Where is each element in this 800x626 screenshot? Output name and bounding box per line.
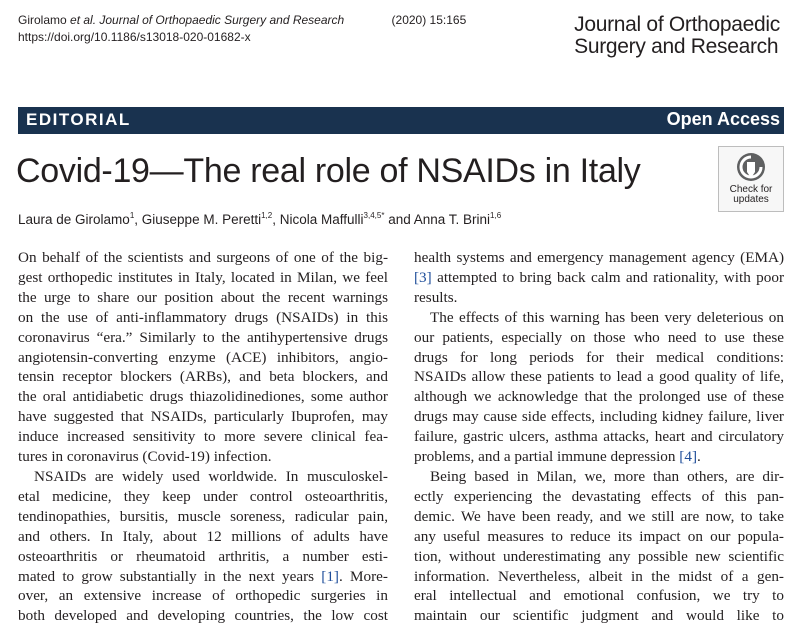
body-column-right	[414, 248, 784, 626]
article-title: Covid-19—The real role of NSAIDs in Italy	[16, 152, 641, 190]
body-text-line: maintain our scientific judgment and would like to	[414, 607, 784, 625]
body-text-line	[414, 447, 784, 467]
body-text-line: tendinopathies, bursitis, muscle soreness, radicular pain,	[18, 507, 388, 525]
author-list	[18, 206, 501, 230]
citation-header	[18, 12, 466, 46]
author-separator: ,	[272, 212, 280, 227]
author-affiliation: 1,6	[490, 211, 502, 220]
body-text-line: have suggested that NSAIDs, particularly Ibuprofen, may	[18, 408, 388, 426]
body-text-fragment: .	[697, 448, 701, 466]
body-text-line: NSAIDs are widely used worldwide. In musculoskel-	[34, 467, 388, 485]
body-text-fragment: problems, and a partial immune depression	[414, 448, 680, 466]
citation-line	[18, 12, 466, 29]
article-type-label: EDITORIAL	[26, 110, 131, 129]
body-text-line: tensin receptor blockers (ARBs), and beta blockers, and	[18, 368, 388, 386]
article-type-banner	[18, 107, 784, 134]
author-affiliation: 1	[129, 211, 135, 220]
citation-authors: Girolamo	[18, 13, 67, 27]
body-text-line: the urge to share our position about the recent warnings	[18, 288, 388, 306]
body-text-line: angiotensin-converting enzyme (ACE) inhibitors, angio-	[18, 348, 388, 366]
body-text-line: drugs may cause side effects, including kidney failure, liver	[414, 408, 784, 426]
body-text-line	[18, 567, 388, 587]
body-text-line: eral intellectual and emotional confusion, we try to	[414, 587, 784, 605]
body-text-line: any useful measures to reduce its impact on our popula-	[414, 527, 784, 545]
body-text-line: induce increased sensitivity to more severe clinical fea-	[18, 428, 388, 446]
author-affiliation: 1,2	[261, 211, 273, 220]
author-separator: ,	[134, 212, 142, 227]
check-for-updates-button[interactable]	[718, 146, 784, 212]
body-text-line: demic. We have been ready, and we still are now, to take	[414, 507, 784, 525]
check-for-updates-line2: updates	[733, 194, 769, 205]
journal-name-line1: Journal of Orthopaedic	[574, 13, 780, 36]
body-text-fragment: attempted to bring back calm and rationality, with poor	[431, 268, 784, 286]
body-text-line: coronavirus “era.” Similarly to the antihypertensive drugs	[18, 328, 388, 346]
body-text-line: On behalf of the scientists and surgeons of one of the big-	[18, 249, 388, 266]
body-text-line: ectly experiencing the devastating effects of this pan-	[414, 487, 784, 505]
author-name[interactable]: Giuseppe M. Peretti	[141, 212, 262, 227]
body-text-line: tion, without underestimating any possible new scientific	[414, 547, 784, 565]
check-for-updates-icon	[736, 152, 766, 182]
reference-link[interactable]: [4]	[679, 448, 698, 466]
body-text-line: results.	[414, 288, 458, 306]
author-name[interactable]: Anna T. Brini	[413, 212, 491, 227]
body-text-line: failure, gastric ulcers, asthma attacks, heart and circulatory	[414, 428, 784, 446]
body-text-line: our patients, especially on those who need to use these	[414, 328, 784, 346]
body-text-line: osteoarthritis or rheumatoid arthritis, a number esti-	[18, 547, 388, 565]
journal-logo	[574, 14, 780, 58]
body-text-line: on the use of anti-inflammatory drugs (NSAIDs) in this	[18, 308, 388, 326]
citation-journal: et al. Journal of Orthopaedic Surgery and Research	[70, 13, 345, 27]
body-text-line: and others. In Italy, about 12 millions of adults have	[18, 527, 388, 545]
author-affiliation: 3,4,5*	[363, 211, 385, 220]
author-separator: and	[384, 212, 414, 227]
body-text-line: etal medicine, they keep under control osteoarthritis,	[18, 487, 388, 505]
doi-link[interactable]: https://doi.org/10.1186/s13018-020-01682-x	[18, 30, 251, 44]
body-text-line: gest orthopedic institutes in Italy, located in Milan, we feel	[18, 268, 388, 286]
journal-name-line2: Surgery and Research	[574, 35, 779, 58]
body-text-fragment: mated to grow substantially in the next years	[18, 567, 322, 585]
author-name[interactable]: Laura de Girolamo	[18, 212, 130, 227]
body-text-line: the oral antidiabetic drugs thiazolidinediones, some author	[18, 388, 388, 406]
body-text-line: tures in coronavirus (Covid-19) infection.	[18, 448, 272, 466]
body-text-line: health systems and emergency management agency (EMA)	[414, 249, 784, 266]
citation-year: (2020) 15:165	[391, 13, 467, 27]
body-text-line: over, an extensive increase of orthopedic surgeries in	[18, 587, 388, 605]
author-name[interactable]: Nicola Maffulli	[279, 212, 364, 227]
body-text-line: although we acknowledge that the prolonged use of these	[414, 388, 784, 406]
body-text-fragment: . More-	[339, 567, 388, 585]
body-text-line: The effects of this warning has been very deleterious on	[430, 308, 784, 326]
reference-link[interactable]: [1]	[321, 567, 339, 585]
body-text-line: NSAIDs allow these patients to lead a good quality of life,	[414, 368, 784, 386]
reference-link[interactable]: [3]	[414, 268, 432, 286]
body-column-left	[18, 248, 388, 626]
body-text-line: Being based in Milan, we, more than others, are dir-	[430, 467, 784, 485]
check-for-updates-line1: Check for	[729, 184, 773, 195]
body-text-line: information. Nevertheless, albeit in the midst of a gen-	[414, 567, 784, 585]
body-text-line: drugs for long periods for their medical conditions:	[414, 348, 784, 366]
open-access-label: Open Access	[666, 109, 780, 129]
check-for-updates-label	[719, 185, 783, 205]
body-text-line	[414, 268, 784, 288]
body-text-line: both developed and developing countries, the low cost	[18, 607, 388, 625]
